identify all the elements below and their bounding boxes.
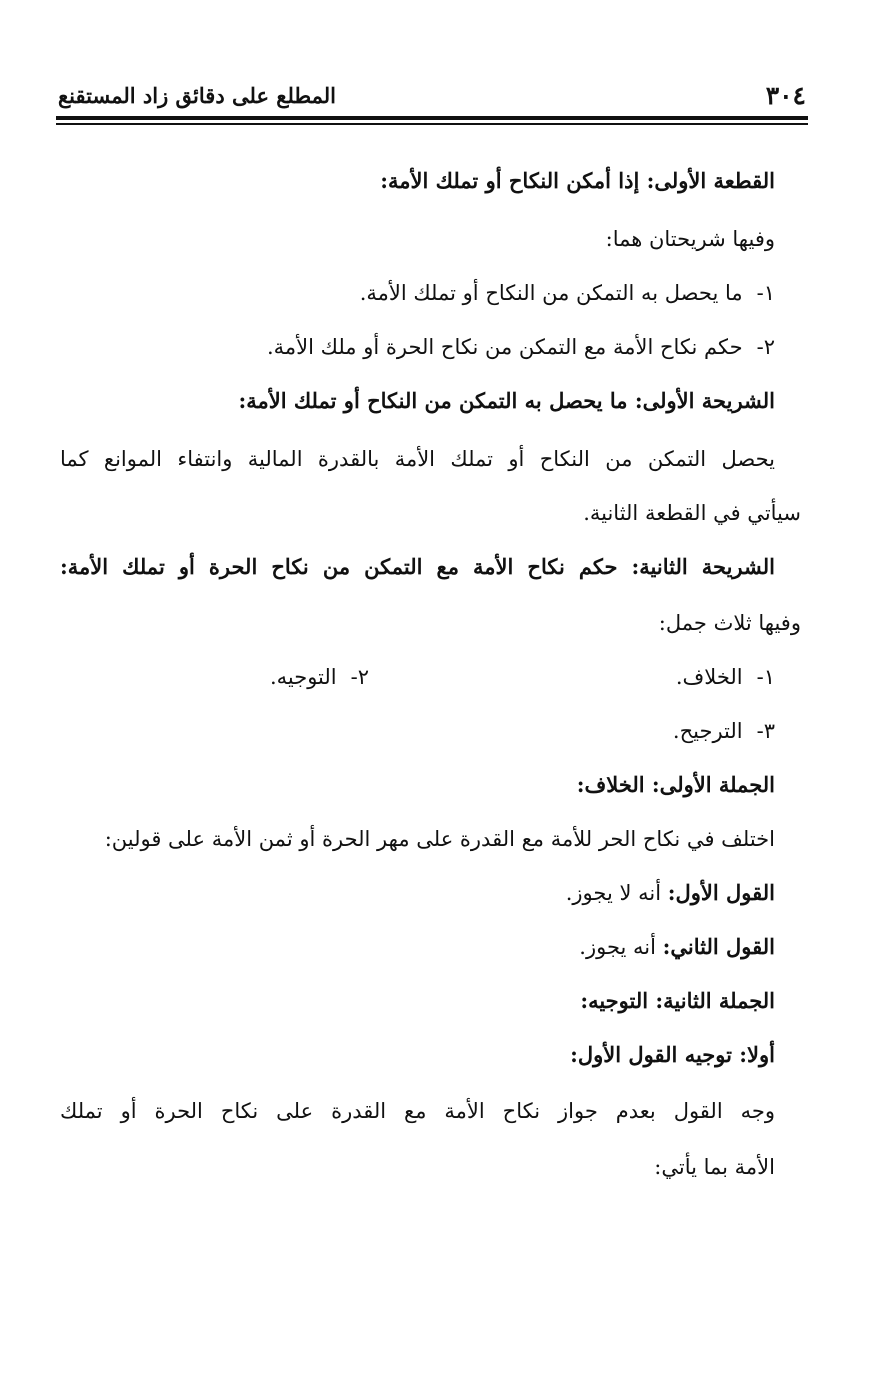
page-number: ٣٠٤ bbox=[765, 81, 806, 110]
list-number: ٢- bbox=[756, 335, 775, 359]
opinion-text: أنه يجوز. bbox=[579, 935, 656, 959]
opinion-label: القول الأول: bbox=[667, 880, 775, 905]
subsection-heading: الشريحة الأولى: ما يحصل به التمكن من النكاح أو تملك الأمة: bbox=[238, 388, 775, 413]
subsection-heading: الشريحة الثانية: حكم نكاح الأمة مع التمكن من نكاح الحرة أو تملك الأمة: bbox=[60, 554, 775, 579]
opinion-text: أنه لا يجوز. bbox=[565, 881, 662, 905]
book-title: المطلع على دقائق زاد المستقنع bbox=[58, 83, 337, 108]
list-text: الخلاف. bbox=[675, 665, 743, 689]
paragraph-line: وفيها شريحتان هما: bbox=[605, 227, 775, 251]
list-number: ١- bbox=[756, 665, 775, 689]
paragraph-line: وجه القول بعدم جواز نكاح الأمة مع القدرة على نكاح الحرة أو تملك bbox=[60, 1099, 775, 1123]
list-text: ما يحصل به التمكن من النكاح أو تملك الأمة. bbox=[359, 281, 743, 305]
section-heading: القطعة الأولى: إذا أمكن النكاح أو تملك الأمة: bbox=[380, 168, 775, 193]
opinion-line bbox=[566, 876, 775, 910]
paragraph-line: الأمة بما يأتي: bbox=[654, 1155, 775, 1179]
paragraph-line: يحصل التمكن من النكاح أو تملك الأمة بالقدرة المالية وانتفاء الموانع كما bbox=[60, 447, 775, 471]
list-item bbox=[673, 714, 775, 748]
list-item bbox=[267, 330, 775, 364]
subsection-heading: أولا: توجيه القول الأول: bbox=[570, 1042, 775, 1067]
page-header bbox=[58, 78, 806, 114]
header-rule-thin bbox=[56, 123, 808, 125]
list-number: ١- bbox=[756, 281, 775, 305]
opinion-label: القول الثاني: bbox=[662, 934, 775, 959]
list-item bbox=[360, 276, 775, 310]
paragraph-line: سيأتي في القطعة الثانية. bbox=[583, 501, 801, 525]
list-text: حكم نكاح الأمة مع التمكن من نكاح الحرة أو ملك الأمة. bbox=[266, 335, 743, 359]
list-text: التوجيه. bbox=[269, 665, 337, 689]
opinion-line bbox=[579, 930, 775, 964]
list-number: ٣- bbox=[756, 719, 775, 743]
list-text: الترجيح. bbox=[672, 719, 743, 743]
paragraph-line: اختلف في نكاح الحر للأمة مع القدرة على مهر الحرة أو ثمن الأمة على قولين: bbox=[104, 827, 775, 851]
list-number: ٢- bbox=[350, 665, 369, 689]
header-rule-thick bbox=[56, 116, 808, 120]
list-item bbox=[270, 660, 369, 694]
paragraph-line: وفيها ثلاث جمل: bbox=[658, 611, 801, 635]
subsection-heading: الجملة الأولى: الخلاف: bbox=[576, 772, 775, 797]
list-item bbox=[676, 660, 775, 694]
subsection-heading: الجملة الثانية: التوجيه: bbox=[580, 988, 775, 1013]
